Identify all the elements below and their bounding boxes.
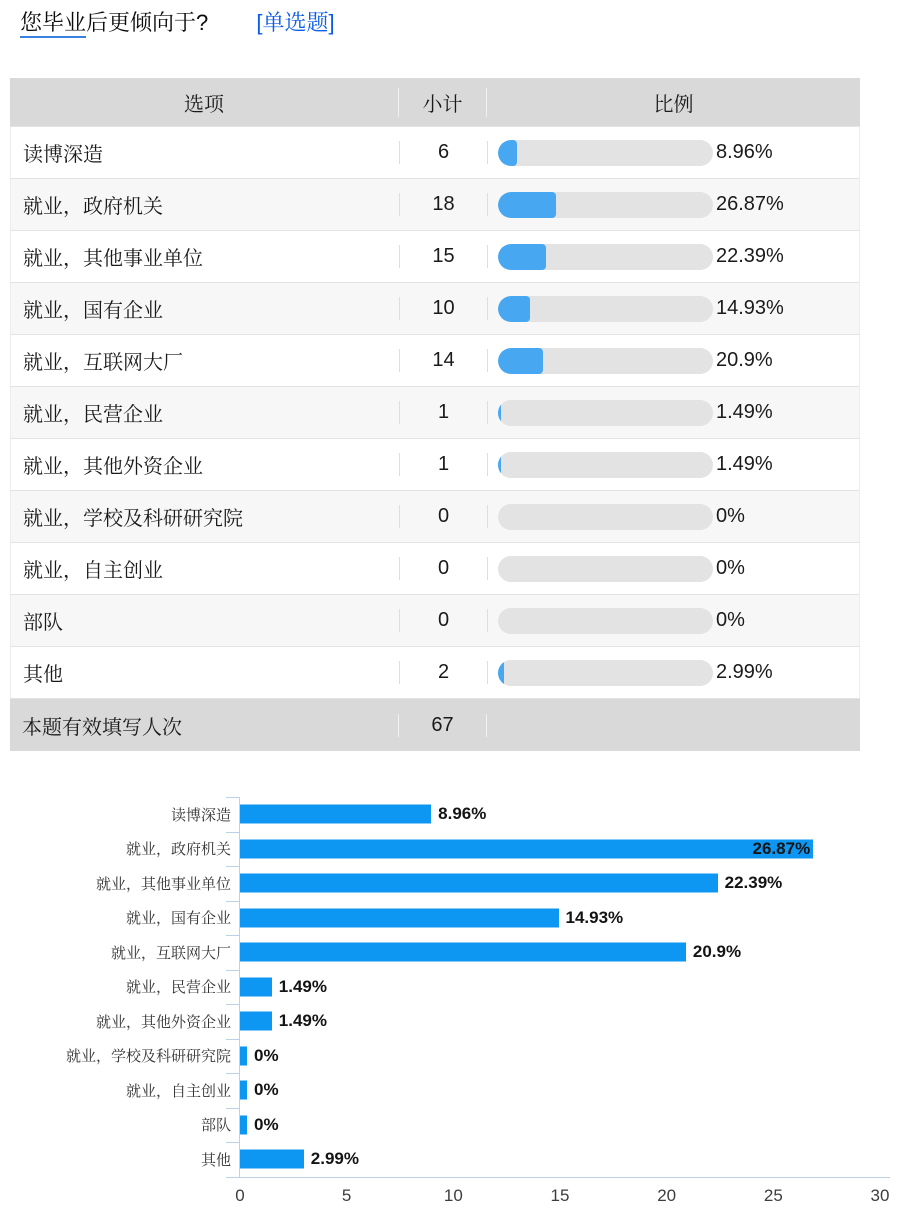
option-count: 15 — [399, 245, 488, 268]
ratio-bar-track — [498, 660, 713, 686]
ratio-bar-fill — [498, 400, 501, 426]
ratio-percent-label: 0% — [716, 609, 745, 631]
option-ratio-cell — [488, 348, 859, 374]
chart-row — [0, 832, 901, 867]
option-count: 2 — [399, 661, 488, 684]
option-count: 0 — [399, 505, 488, 528]
option-label: 就业，学校及科研研究院 — [23, 508, 243, 530]
option-ratio-cell — [488, 400, 859, 426]
footer-label: 本题有效填写人次 — [22, 716, 182, 739]
table-row — [10, 542, 860, 594]
option-label: 就业，民营企业 — [23, 404, 163, 426]
option-ratio-cell — [488, 244, 859, 270]
chart-category-label: 就业，自主创业 — [125, 1082, 231, 1100]
option-count: 18 — [399, 193, 488, 216]
chart-value-label: 1.49% — [278, 976, 327, 996]
chart-value-label: 0% — [254, 1045, 279, 1065]
chart-bar-area — [240, 1004, 885, 1039]
chart-category-tick — [226, 935, 240, 936]
option-ratio-cell — [488, 140, 859, 166]
table-row — [10, 646, 860, 698]
chart-category-tick — [226, 1142, 240, 1143]
chart-category-label: 就业，政府机关 — [125, 841, 231, 859]
table-row — [10, 334, 860, 386]
option-label: 读博深造 — [23, 144, 103, 166]
option-ratio-cell — [488, 556, 859, 582]
chart-bar — [240, 874, 718, 893]
ratio-percent-label: 22.39% — [716, 245, 784, 267]
chart-category-label: 就业，民营企业 — [125, 979, 231, 997]
table-row — [10, 438, 860, 490]
chart-value-label: 8.96% — [438, 804, 487, 824]
ratio-percent-label: 1.49% — [716, 453, 773, 475]
ratio-bar-fill — [498, 244, 546, 270]
chart-x-tick-labels — [235, 1185, 890, 1211]
chart-bar — [240, 943, 686, 962]
chart-value-label: 2.99% — [310, 1149, 359, 1169]
table-row — [10, 126, 860, 178]
question-title-underlined-part: 您毕业 — [20, 10, 86, 38]
option-count: 0 — [399, 557, 488, 580]
result-table — [10, 78, 860, 751]
chart-category-tick — [226, 1108, 240, 1109]
chart-category-tick — [226, 866, 240, 867]
chart-category-tick — [226, 970, 240, 971]
chart-x-tick-label: 0 — [235, 1185, 245, 1205]
table-row — [10, 490, 860, 542]
table-row — [10, 594, 860, 646]
option-ratio-cell — [488, 296, 859, 322]
chart-value-label: 20.9% — [692, 942, 742, 962]
chart-row — [0, 935, 901, 970]
chart-bar — [240, 1046, 247, 1065]
chart-row — [0, 1039, 901, 1074]
column-header-count: 小计 — [398, 88, 487, 117]
chart-bar — [240, 1081, 247, 1100]
ratio-bar-fill — [498, 452, 501, 478]
chart-bar — [240, 977, 272, 996]
table-row — [10, 230, 860, 282]
chart-category-tick — [226, 1004, 240, 1005]
chart-x-tick-label: 10 — [443, 1185, 463, 1205]
option-ratio-cell — [488, 660, 859, 686]
chart-row — [0, 1142, 901, 1177]
chart-x-tick-label: 30 — [870, 1185, 890, 1205]
chart-category-tick — [226, 832, 240, 833]
ratio-bar-track — [498, 608, 713, 634]
ratio-bar-track — [498, 140, 713, 166]
option-ratio-cell — [488, 452, 859, 478]
ratio-percent-label: 20.9% — [716, 349, 773, 371]
chart-category-label: 就业，互联网大厂 — [110, 944, 231, 962]
chart-category-tick — [226, 797, 240, 798]
chart-bar-area — [240, 832, 885, 867]
option-label: 就业，国有企业 — [23, 300, 163, 322]
chart-bar — [240, 839, 813, 858]
table-header-row — [10, 78, 860, 126]
chart-bar-area — [240, 1142, 885, 1177]
table-footer-row — [10, 698, 860, 751]
chart-bar-area — [240, 901, 885, 936]
chart-value-label: 26.87% — [752, 838, 811, 858]
option-label: 就业，自主创业 — [23, 560, 163, 582]
chart-bar — [240, 908, 559, 927]
ratio-bar-track — [498, 400, 713, 426]
ratio-bar-fill — [498, 660, 504, 686]
chart-value-label: 0% — [254, 1114, 279, 1134]
option-count: 10 — [399, 297, 488, 320]
ratio-bar-track — [498, 452, 713, 478]
ratio-bar-fill — [498, 296, 530, 322]
ratio-bar-track — [498, 192, 713, 218]
chart-bar-area — [240, 797, 885, 832]
ratio-bar-track — [498, 504, 713, 530]
ratio-percent-label: 26.87% — [716, 193, 784, 215]
chart-category-label: 就业，国有企业 — [125, 910, 231, 928]
chart-row — [0, 866, 901, 901]
chart-category-tick — [226, 1073, 240, 1074]
chart-x-tick-label: 5 — [341, 1185, 352, 1205]
option-count: 6 — [399, 141, 488, 164]
chart-bar-area — [240, 970, 885, 1005]
chart-value-label: 22.39% — [724, 873, 783, 893]
ratio-percent-label: 0% — [716, 505, 745, 527]
question-type-tag: [单选题] — [256, 10, 335, 35]
chart-row — [0, 1073, 901, 1108]
chart-row — [0, 797, 901, 832]
ratio-percent-label: 2.99% — [716, 661, 773, 683]
ratio-bar-track — [498, 244, 713, 270]
column-header-ratio: 比例 — [653, 93, 694, 116]
ratio-bar-fill — [498, 348, 543, 374]
ratio-percent-label: 14.93% — [716, 297, 784, 319]
chart-category-label: 部队 — [200, 1117, 231, 1135]
option-count: 1 — [399, 453, 488, 476]
chart-plot-area — [0, 797, 901, 1205]
chart-bar-area — [240, 935, 885, 970]
question-title-rest: 后更倾向于? — [86, 10, 209, 35]
option-label: 其他 — [23, 664, 63, 686]
ratio-bar-fill — [498, 192, 556, 218]
chart-category-label: 就业，其他事业单位 — [95, 875, 231, 893]
chart-x-axis-line — [226, 1177, 890, 1178]
bar-chart — [0, 797, 901, 1222]
option-count: 1 — [399, 401, 488, 424]
ratio-percent-label: 0% — [716, 557, 745, 579]
option-label: 就业，互联网大厂 — [23, 352, 183, 374]
option-label: 部队 — [23, 612, 63, 634]
chart-value-label: 1.49% — [278, 1011, 327, 1031]
table-body — [10, 126, 860, 698]
chart-row — [0, 970, 901, 1005]
chart-row — [0, 901, 901, 936]
chart-category-tick — [226, 1039, 240, 1040]
chart-bar — [240, 1012, 272, 1031]
option-label: 就业，其他事业单位 — [23, 248, 203, 270]
option-count: 0 — [399, 609, 488, 632]
table-row — [10, 178, 860, 230]
chart-category-label: 就业，其他外资企业 — [95, 1013, 231, 1031]
option-ratio-cell — [488, 504, 859, 530]
table-row — [10, 282, 860, 334]
chart-category-label: 就业，学校及科研研究院 — [65, 1048, 231, 1066]
chart-value-label: 0% — [254, 1080, 279, 1100]
column-header-option: 选项 — [184, 93, 224, 116]
ratio-bar-track — [498, 556, 713, 582]
option-ratio-cell — [488, 192, 859, 218]
ratio-percent-label: 1.49% — [716, 401, 773, 423]
chart-category-label: 读博深造 — [170, 806, 231, 824]
chart-row — [0, 1108, 901, 1143]
chart-row — [0, 1004, 901, 1039]
table-row — [10, 386, 860, 438]
option-count: 14 — [399, 349, 488, 372]
chart-y-axis-line — [239, 797, 240, 1177]
question-title — [0, 0, 901, 39]
chart-bar — [240, 805, 431, 824]
chart-bar-area — [240, 866, 885, 901]
chart-bar-area — [240, 1039, 885, 1074]
option-ratio-cell — [488, 608, 859, 634]
chart-bar — [240, 1150, 304, 1169]
chart-x-tick-label: 20 — [657, 1185, 677, 1205]
footer-count: 67 — [398, 714, 487, 737]
chart-x-tick-label: 15 — [550, 1185, 570, 1205]
ratio-percent-label: 8.96% — [716, 141, 773, 163]
ratio-bar-track — [498, 348, 713, 374]
chart-value-label: 14.93% — [565, 907, 624, 927]
ratio-bar-track — [498, 296, 713, 322]
option-label: 就业，其他外资企业 — [23, 456, 203, 478]
chart-x-tick-label: 25 — [763, 1185, 783, 1205]
ratio-bar-fill — [498, 140, 517, 166]
chart-category-tick — [226, 901, 240, 902]
option-label: 就业，政府机关 — [23, 196, 163, 218]
chart-bar — [240, 1115, 247, 1134]
chart-bar-area — [240, 1108, 885, 1143]
chart-bar-area — [240, 1073, 885, 1108]
chart-category-label: 其他 — [200, 1151, 231, 1169]
